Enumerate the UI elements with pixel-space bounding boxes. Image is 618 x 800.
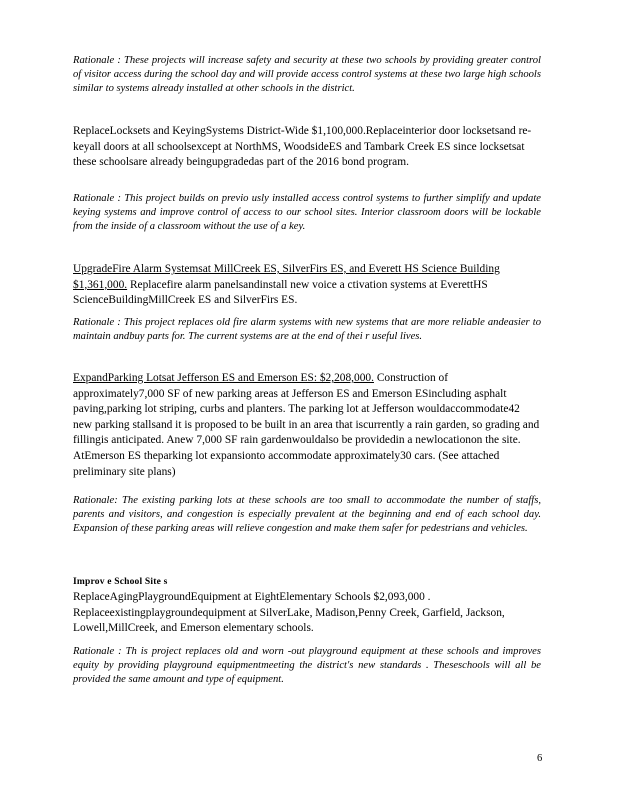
project-fire-alarm [73, 262, 541, 309]
rationale-fire-alarm: Rationale : This project replaces old fire alarm systems with new systems that are more reliable andeasier to maintain andbuy parts for. The current systems are at the end of thei r useful lives. [73, 317, 541, 343]
project-playground: ReplaceAgingPlaygroundEquipment at EightElementary Schools $2,093,000 . Replaceexistingplaygroundequipment at SilverLake, Madison,Penny Creek, Garfield, Jackson, Lowell,MillCreek, and Emerson elementary schools. [73, 591, 505, 635]
rationale-parking: Rationale: The existing parking lots at these schools are too small to accommodate the number of staffs, parents and visitors, and congestion is especially prevalent at the beginning and end of each school day. Expansion of these parking areas will relieve congestion and make them safer for pedestrians and vehicles. [73, 495, 541, 535]
project-parking-text: Construction of approximately7,000 SF of new parking areas at Jefferson ES and Emerson ESincluding asphalt paving,parking lot striping, curbs and planters. The parking lot at Jefferson wouldaccommodate42 new parking stallsand it is proposed to be built in an area that iscurrently a rain garden, so grading and fillingis anticipated. Anew 7,000 SF rain gardenwouldalso be providedin a newlocationon the site. AtEmerson ES theparking lot expansionto accommodate approximately30 cars. (See attached preliminary site plans) [73, 372, 540, 478]
project-parking [73, 371, 541, 480]
rationale-locksets: Rationale : This project builds on previo usly installed access control systems to further simplify and update keying systems and improve control of access to our school sites. Interior classroom doors will be lockable from the inside of a classroom without the use of a key. [73, 193, 541, 233]
rationale-access-control: Rationale : These projects will increase safety and security at these two schools by providing greater control of visitor access during the school day and will provide access control systems at these two large high schools similar to systems already installed at other schools in the district. [73, 55, 541, 95]
page-number: 6 [537, 753, 543, 764]
project-fire-alarm-text: Replacefire alarm panelsandinstall new voice a ctivation systems at EverettHS ScienceBuildingMillCreek ES and SilverFirs ES. [73, 278, 488, 307]
project-fire-alarm-title: UpgradeFire Alarm Systemsat MillCreek ES, SilverFirs ES, and Everett HS Science Building $1,361,000. [73, 263, 500, 291]
project-parking-title: ExpandParking Lotsat Jefferson ES and Emerson ES: $2,208,000. [73, 372, 374, 384]
section-heading-improve-school-sites: Improv e School Site s [73, 577, 168, 587]
project-locksets: ReplaceLocksets and KeyingSystems District-Wide $1,100,000.Replaceinterior door locksetsand re-keyall doors at all schoolsexcept at NorthMS, WoodsideES and Tambark Creek ES since locksetsat these schoolsare already beingupgradedas part of the 2016 bond program. [73, 125, 532, 169]
rationale-playground: Rationale : Th is project replaces old and worn -out playground equipment at these schools and improves equity by providing playground equipmentmeeting the district's new standards . Theseschools will all be provided the same amount and type of equipment. [73, 646, 541, 686]
